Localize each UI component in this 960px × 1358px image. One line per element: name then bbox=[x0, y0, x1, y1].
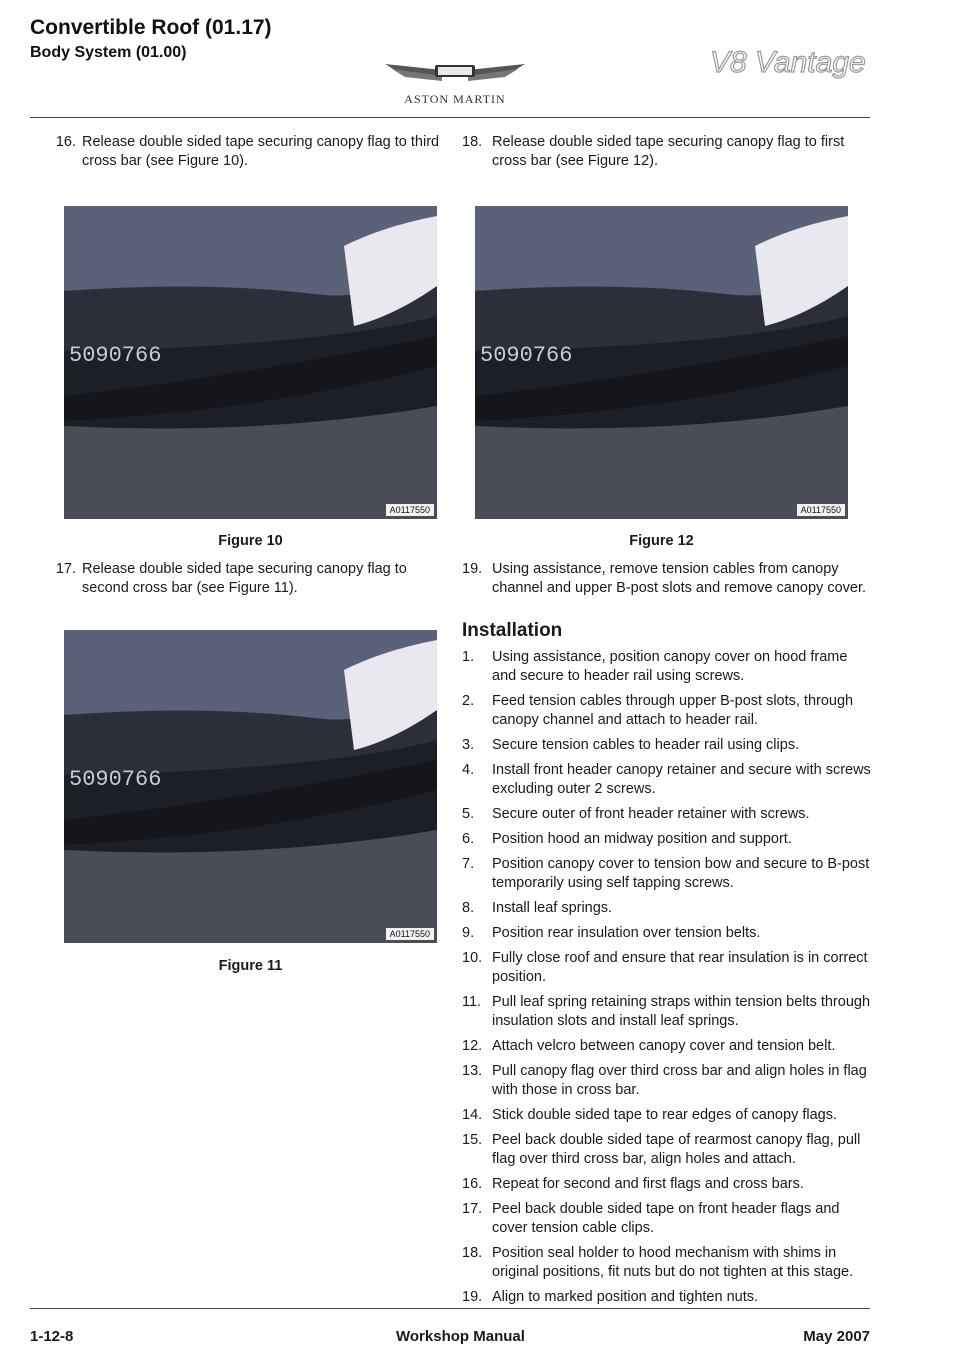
step-number: 1. bbox=[462, 649, 475, 665]
installation-step bbox=[462, 949, 872, 987]
step-text: Position hood an midway position and support. bbox=[492, 831, 792, 847]
figure-11-caption: Figure 11 bbox=[218, 958, 283, 974]
v8-vantage-brand bbox=[708, 42, 868, 82]
page-number: 1-12-8 bbox=[30, 1328, 74, 1345]
section-title: Convertible Roof (01.17) bbox=[30, 16, 272, 39]
figure-12-code: A0117550 bbox=[797, 504, 845, 516]
photo-marking-text: 5090766 bbox=[69, 343, 162, 368]
figure-10-photo bbox=[64, 206, 437, 519]
step-text: Position canopy cover to tension bow and secure to B-post temporarily using self tapping screws. bbox=[492, 856, 870, 891]
step-number: 10. bbox=[462, 950, 483, 966]
figure-10-caption: Figure 10 bbox=[218, 533, 283, 549]
installation-step bbox=[462, 1037, 872, 1056]
installation-step bbox=[462, 855, 872, 893]
step-number: 8. bbox=[462, 900, 475, 916]
step-number: 2. bbox=[462, 693, 475, 709]
figure-10-code: A0117550 bbox=[386, 504, 434, 516]
step-number: 18. bbox=[462, 1245, 483, 1261]
step-number: 13. bbox=[462, 1063, 483, 1079]
step-number: 7. bbox=[462, 856, 475, 872]
step-number: 9. bbox=[462, 925, 475, 941]
step-text: Position rear insulation over tension belts. bbox=[492, 925, 761, 941]
step-text: Pull canopy flag over third cross bar and align holes in flag with those in cross bar. bbox=[492, 1063, 867, 1098]
step-text: Release double sided tape securing canopy flag to third cross bar (see Figure 10). bbox=[82, 134, 440, 169]
figure-11-photo bbox=[64, 630, 437, 943]
step-text: Peel back double sided tape of rearmost canopy flag, pull flag over third cross bar, align holes and attach. bbox=[492, 1132, 861, 1167]
installation-step bbox=[462, 1175, 872, 1194]
installation-step bbox=[462, 1288, 872, 1307]
photo-marking-text: 5090766 bbox=[480, 343, 573, 368]
aston-martin-wordmark: ASTON MARTIN bbox=[404, 92, 506, 106]
installation-step bbox=[462, 830, 872, 849]
step-number: 19. bbox=[462, 1289, 483, 1305]
right-step-19 bbox=[462, 560, 872, 604]
step-number: 17. bbox=[462, 1201, 483, 1217]
left-step-17 bbox=[30, 560, 450, 604]
step-text: Position seal holder to hood mechanism with shims in original positions, fit nuts but do not tighten at this stage. bbox=[492, 1245, 854, 1280]
section-subtitle: Body System (01.00) bbox=[30, 44, 187, 61]
step-number: 5. bbox=[462, 806, 475, 822]
step-number: 14. bbox=[462, 1107, 483, 1123]
installation-step bbox=[462, 924, 872, 943]
step-number: 4. bbox=[462, 762, 475, 778]
publication-date: May 2007 bbox=[803, 1328, 870, 1345]
installation-step bbox=[462, 899, 872, 918]
step-text: Repeat for second and first flags and cross bars. bbox=[492, 1176, 804, 1192]
figure-11-code: A0117550 bbox=[386, 928, 434, 940]
right-step-18 bbox=[462, 133, 872, 177]
manual-title: Workshop Manual bbox=[396, 1328, 525, 1345]
step-number: 17. bbox=[55, 561, 76, 577]
step-text: Install leaf springs. bbox=[492, 900, 613, 916]
installation-step bbox=[462, 736, 872, 755]
step-number: 12. bbox=[462, 1038, 483, 1054]
installation-step bbox=[462, 692, 872, 730]
step-text: Release double sided tape securing canopy flag to second cross bar (see Figure 11). bbox=[82, 561, 407, 596]
step-number: 18. bbox=[462, 134, 483, 150]
figure-12-caption: Figure 12 bbox=[629, 533, 694, 549]
step-text: Feed tension cables through upper B-post slots, through canopy channel and attach to header rail. bbox=[492, 693, 854, 728]
installation-step bbox=[462, 648, 872, 686]
step-number: 6. bbox=[462, 831, 475, 847]
installation-step bbox=[462, 1200, 872, 1238]
step-text: Fully close roof and ensure that rear insulation is in correct position. bbox=[492, 950, 868, 985]
installation-step bbox=[462, 993, 872, 1031]
step-text: Align to marked position and tighten nuts. bbox=[492, 1289, 758, 1305]
step-text: Attach velcro between canopy cover and tension belt. bbox=[492, 1038, 836, 1054]
installation-step bbox=[462, 805, 872, 824]
step-text: Stick double sided tape to rear edges of canopy flags. bbox=[492, 1107, 837, 1123]
photo-marking-text: 5090766 bbox=[69, 767, 162, 792]
footer-rule bbox=[30, 1308, 870, 1309]
brand-text: V8 Vantage bbox=[710, 46, 866, 79]
step-text: Pull leaf spring retaining straps within tension belts through insulation slots and install leaf springs. bbox=[492, 994, 871, 1029]
installation-step bbox=[462, 1062, 872, 1100]
step-text: Secure outer of front header retainer with screws. bbox=[492, 806, 810, 822]
installation-step bbox=[462, 1106, 872, 1125]
step-text: Secure tension cables to header rail using clips. bbox=[492, 737, 800, 753]
installation-steps bbox=[462, 648, 872, 1313]
installation-step bbox=[462, 1131, 872, 1169]
header-rule bbox=[30, 117, 870, 118]
step-number: 16. bbox=[55, 134, 76, 150]
step-number: 19. bbox=[462, 561, 483, 577]
step-text: Using assistance, position canopy cover on hood frame and secure to header rail using screws. bbox=[492, 649, 848, 684]
installation-heading: Installation bbox=[462, 620, 563, 641]
step-number: 11. bbox=[462, 994, 482, 1010]
step-number: 3. bbox=[462, 737, 475, 753]
left-step-16 bbox=[30, 133, 450, 177]
figure-12-photo bbox=[475, 206, 848, 519]
step-text: Release double sided tape securing canopy flag to first cross bar (see Figure 12). bbox=[492, 134, 845, 169]
installation-step bbox=[462, 761, 872, 799]
step-text: Peel back double sided tape on front header flags and cover tension cable clips. bbox=[492, 1201, 840, 1236]
installation-step bbox=[462, 1244, 872, 1282]
step-number: 16. bbox=[462, 1176, 483, 1192]
step-text: Using assistance, remove tension cables from canopy channel and upper B-post slots and remove canopy cover. bbox=[492, 561, 867, 596]
step-number: 15. bbox=[462, 1132, 483, 1148]
step-text: Install front header canopy retainer and secure with screws excluding outer 2 screws. bbox=[492, 762, 871, 797]
